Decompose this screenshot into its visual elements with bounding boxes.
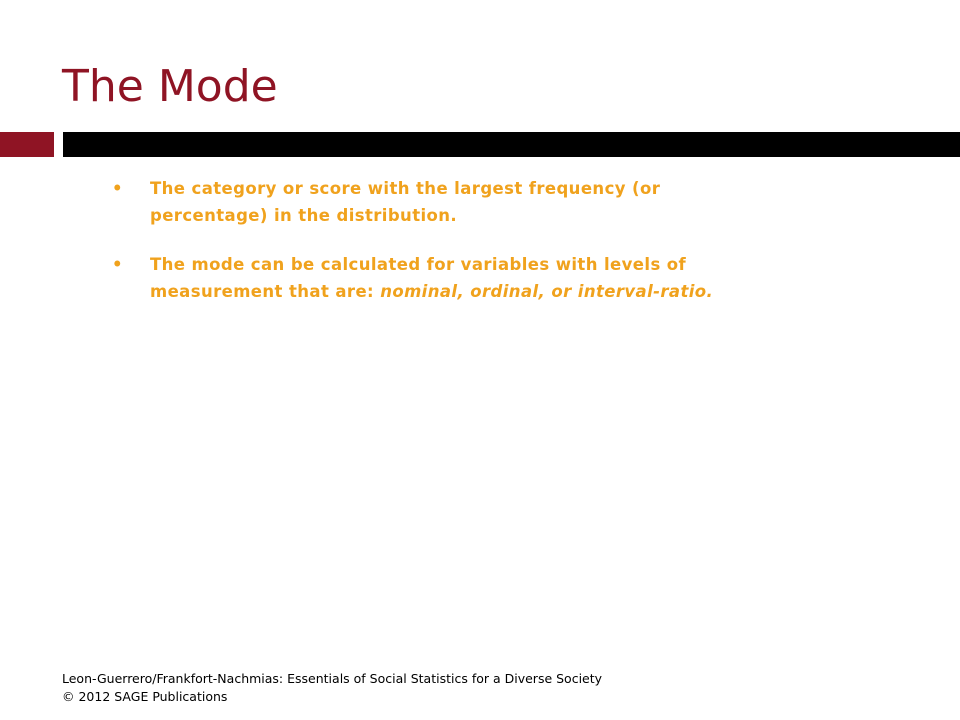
bullet-marker-icon: • xyxy=(112,179,123,198)
bullet-marker-icon: • xyxy=(112,255,123,274)
footer-citation xyxy=(62,670,662,706)
footer-copyright: © 2012 SAGE Publications xyxy=(62,689,228,704)
bullet-text-emphasis: nominal, ordinal, or interval-ratio. xyxy=(380,282,714,301)
title-rule-accent xyxy=(0,132,54,157)
footer-source: Leon-Guerrero/Frankfort-Nachmias: Essentials of Social Statistics for a Diverse Society xyxy=(62,671,603,686)
bullet-item-definition xyxy=(112,175,752,229)
bullet-text: The mode can be calculated for variables with levels of measurement that are: xyxy=(150,255,687,301)
bullet-text: The category or score with the largest frequency (or percentage) in the distribution. xyxy=(150,179,661,225)
bullet-item-levels-of-measurement xyxy=(112,251,752,305)
title-rule-bar xyxy=(63,132,960,157)
bullet-list xyxy=(112,175,752,327)
slide-title: The Mode xyxy=(62,61,278,112)
